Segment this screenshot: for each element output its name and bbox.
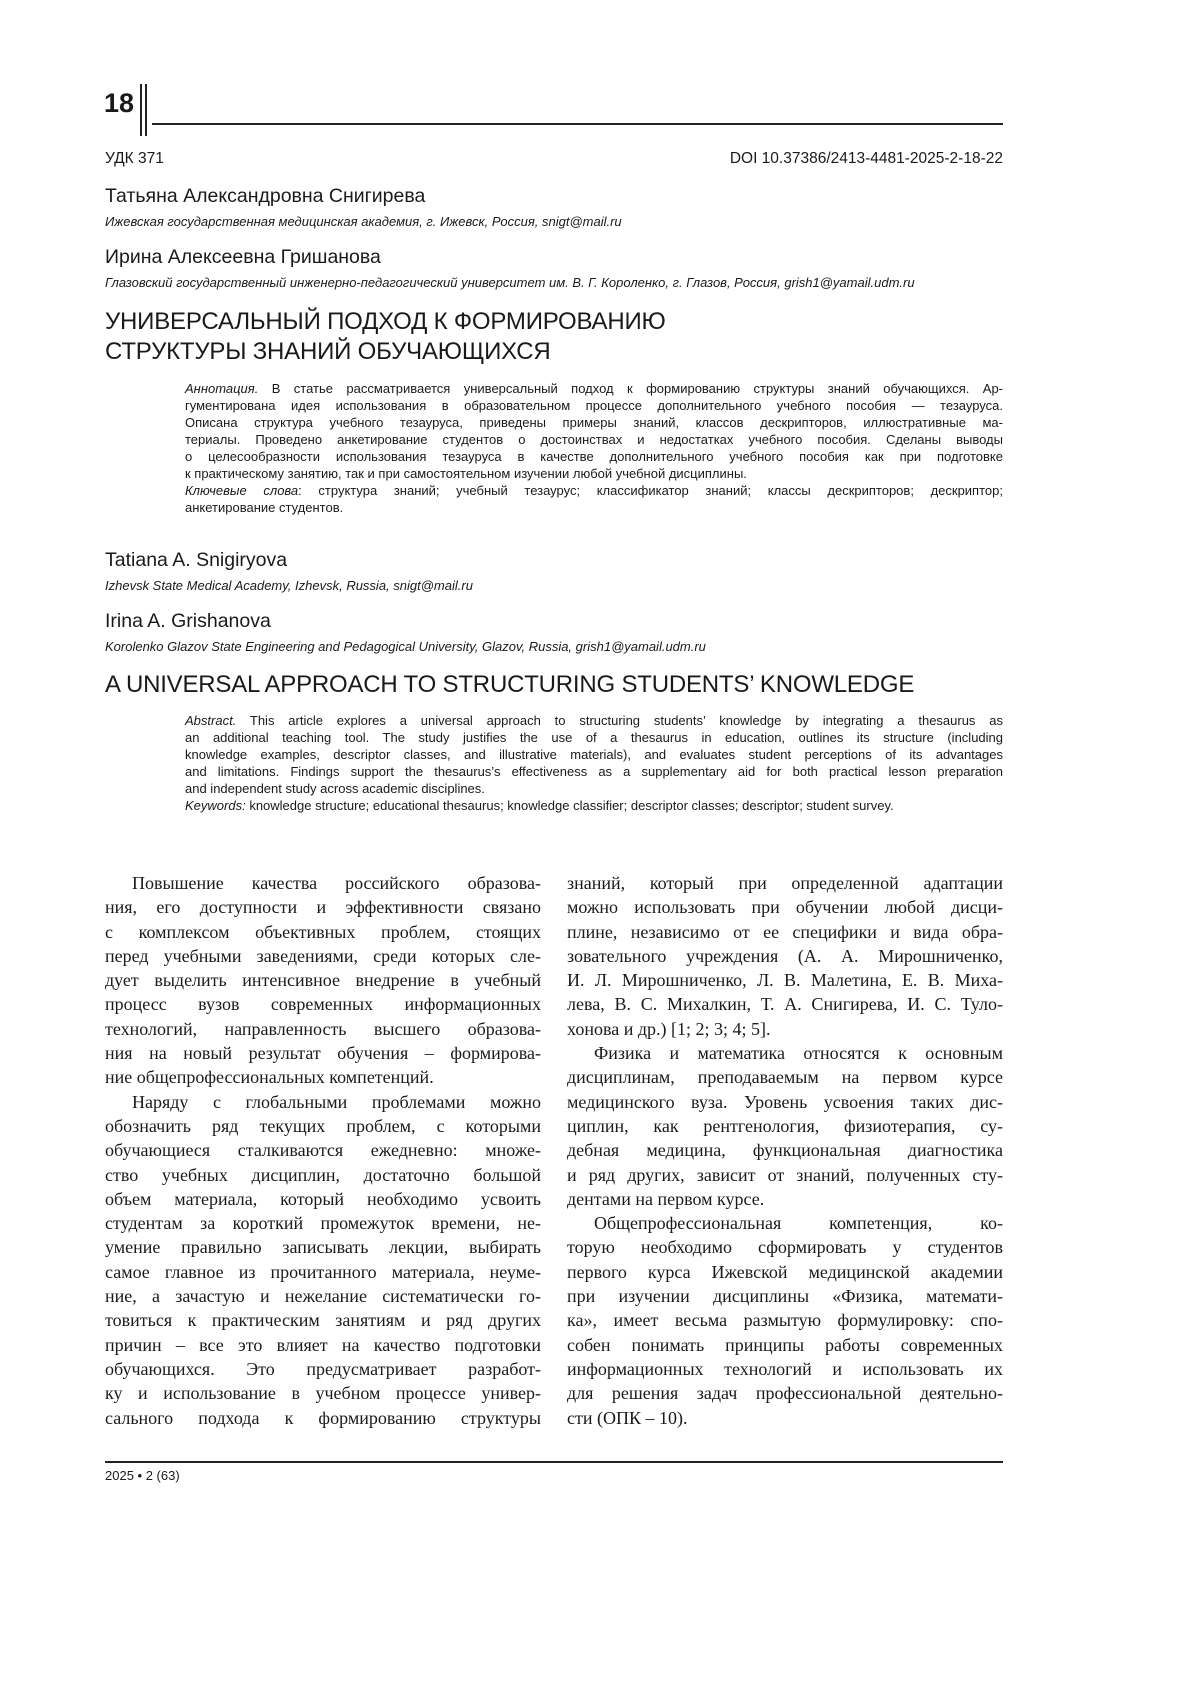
paragraph-line: плине, независимо от ее специфики и вида обра- (567, 921, 1003, 942)
keywords-label: Ключевые слова (185, 483, 299, 498)
paragraph-line: собен понимать принципы работы современных (567, 1334, 1003, 1355)
abstract-line (185, 763, 1003, 780)
paragraph-line: ния, его доступности и эффективности связано (105, 897, 541, 918)
abstract-line (185, 712, 1003, 729)
abstract-text: териалы. Проведено анкетирование студентов о достоинствах и недостатках учебного пособия. Сделаны выводы (185, 432, 1003, 447)
paragraph-line: ние, а зачастую и нежелание систематически го- (105, 1286, 541, 1307)
abstract-line (185, 414, 1003, 431)
abstract-text: knowledge examples, descriptor classes, and illustrative materials), and evaluates student perceptions of its advantages (185, 747, 1003, 762)
abstract-line (185, 780, 1003, 797)
paragraph-line: хонова и др.) [1; 2; 3; 4; 5]. (567, 1018, 771, 1039)
paragraph (567, 871, 1003, 1041)
keywords-line (185, 482, 1003, 499)
header-divider (140, 84, 142, 136)
article-title-ru: УНИВЕРСАЛЬНЫЙ ПОДХОД К ФОРМИРОВАНИЮ (105, 308, 666, 335)
body-column-left (105, 871, 541, 1430)
keywords-text: : структура знаний; учебный тезаурус; классификатор знаний; классы дескрипторов; дескриптор; (298, 483, 1003, 498)
paragraph-line: Повышение качества российского образова- (132, 873, 541, 893)
keywords-label: Keywords: (185, 798, 246, 813)
author-name: Irina A. Grishanova (105, 610, 271, 632)
paragraph-line: и ряд других, зависит от знаний, полученных сту- (567, 1164, 1003, 1185)
paragraph-line: знаний, который при определенной адаптации (567, 873, 1003, 893)
abstract-en (185, 712, 1003, 814)
paragraph-line: дует выделить интенсивное внедрение в учебный (105, 970, 541, 991)
paragraph-line: Физика и математика относятся к основным (594, 1043, 1003, 1064)
paragraph-line: лева, В. С. Михалкин, Т. А. Снигирева, И. С. Туло- (567, 994, 1003, 1015)
paragraph-line: И. Л. Мирошниченко, Л. В. Малетина, Е. В. Миха- (567, 970, 1003, 991)
paragraph-line: процесс вузов современных информационных (105, 994, 541, 1015)
author-name: Ирина Алексеевна Гришанова (105, 246, 381, 268)
abstract-text: гументирована идея использования в образовательном процессе дополнительного учебного пособия — тезауруса. (185, 398, 1003, 413)
paragraph-line: медицинского вуза. Уровень усвоения таких дис- (567, 1091, 1003, 1112)
issue-number: 2025 • 2 (63) (105, 1468, 180, 1483)
author-affiliation: Izhevsk State Medical Academy, Izhevsk, Russia, snigt@mail.ru (105, 578, 473, 593)
paragraph-line: Наряду с глобальными проблемами можно (132, 1091, 541, 1112)
paragraph-line: сального подхода к формированию структуры (105, 1407, 541, 1428)
body-column-right (567, 871, 1003, 1430)
paragraph-line: ние общепрофессиональных компетенций. (105, 1067, 434, 1088)
paragraph-line: самое главное из прочитанного материала, неуме- (105, 1261, 541, 1282)
paragraph (567, 1041, 1003, 1211)
udk-code: УДК 371 (105, 150, 164, 167)
paragraph-line: Общепрофессиональная компетенция, ко- (594, 1213, 1003, 1234)
page-number: 18 (104, 88, 135, 118)
paragraph-line: торую необходимо сформировать у студентов (567, 1237, 1003, 1258)
paragraph-line: технологий, направленность высшего образова- (105, 1018, 541, 1039)
abstract-label: Abstract. (185, 713, 237, 728)
abstract-line (185, 397, 1003, 414)
abstract-text: Описана структура учебного тезауруса, приведены примеры знаний, классов дескрипторов, иллюстративные ма- (185, 415, 1003, 430)
keywords-text: анкетирование студентов. (185, 500, 344, 515)
doi: DOI 10.37386/2413-4481-2025-2-18-22 (729, 150, 1003, 167)
paragraph-line: зовательного учреждения (А. А. Мирошниченко, (567, 945, 1003, 966)
author-name: Tatiana A. Snigiryova (105, 549, 288, 571)
paragraph-line: обозначить ряд текущих проблем, с которыми (105, 1115, 541, 1136)
abstract-text: and limitations. Findings support the thesaurus’s effectiveness as a supplementary aid for both practical lesson preparation (185, 764, 1003, 779)
header-rule (152, 123, 1003, 125)
paragraph-line: для решения задач профессиональной деятельно- (567, 1383, 1003, 1404)
paragraph-line: ния на новый результат обучения – формирова- (105, 1043, 541, 1064)
paragraph-line: обучающиеся сталкиваются ежедневно: множе- (105, 1140, 541, 1161)
keywords-text: knowledge structure; educational thesaurus; knowledge classifier; descriptor classes; descriptor; student survey. (245, 798, 894, 813)
author-affiliation: Глазовский государственный инженерно-педагогический университет им. В. Г. Короленко, г. Глазов, Россия, grish1@yamail.udm.ru (105, 275, 915, 290)
paragraph-line: можно использовать при обучении любой дисци- (567, 897, 1003, 918)
paragraph-line: циплин, как рентгенология, физиотерапия, су- (567, 1115, 1003, 1136)
paragraph-line: ство учебных дисциплин, достаточно большой (105, 1164, 541, 1185)
paragraph (105, 1090, 541, 1430)
paragraph-line: товиться к практическим занятиям и ряд других (105, 1310, 541, 1331)
abstract-text: к практическому занятию, так и при самостоятельном изучении любой учебной дисциплины. (185, 466, 747, 481)
paragraph-line: при изучении дисциплины «Физика, математи- (567, 1286, 1003, 1307)
abstract-ru (185, 380, 1003, 516)
abstract-line (185, 746, 1003, 763)
abstract-line (185, 465, 1003, 482)
paragraph-line: информационных технологий и использовать их (567, 1358, 1003, 1379)
paragraph-line: с комплексом объективных проблем, стоящих (105, 921, 541, 942)
paragraph-line: объем материала, который необходимо усвоить (105, 1188, 541, 1209)
abstract-line (185, 448, 1003, 465)
header-divider (145, 84, 147, 136)
paragraph-line: дисциплинам, преподаваемым на первом курсе (567, 1067, 1003, 1088)
author-affiliation: Korolenko Glazov State Engineering and Pedagogical University, Glazov, Russia, grish1@yamail.udm.ru (105, 639, 706, 654)
author-name: Татьяна Александровна Снигирева (105, 185, 426, 207)
abstract-line (185, 380, 1003, 397)
article-title-en: A UNIVERSAL APPROACH TO STRUCTURING STUDENTS’ KNOWLEDGE (105, 671, 915, 698)
abstract-text: an additional teaching tool. The study justifies the use of a thesaurus in education, outlines its structure (including (185, 730, 1003, 745)
author-affiliation: Ижевская государственная медицинская академия, г. Ижевск, Россия, snigt@mail.ru (105, 214, 622, 229)
paragraph-line: ку и использование в учебном процессе универ- (105, 1383, 541, 1404)
abstract-text: and independent study across academic disciplines. (185, 781, 485, 796)
abstract-line (185, 729, 1003, 746)
paragraph (105, 871, 541, 1090)
paragraph-line: дентами на первом курсе. (567, 1188, 765, 1209)
paragraph-line: перед учебными заведениями, среди которых сле- (105, 945, 541, 966)
paragraph-line: дебная медицина, функциональная диагностика (567, 1140, 1003, 1161)
paragraph-line: ка», имеет весьма размытую формулировку: спо- (567, 1310, 1003, 1331)
keywords-line (185, 499, 1003, 516)
footer-rule (105, 1461, 1003, 1463)
paragraph (567, 1211, 1003, 1430)
abstract-text: о целесообразности использования тезауруса в качестве дополнительного учебного пособия как при подготовке (185, 449, 1003, 464)
paragraph-line: студентам за короткий промежуток времени, не- (105, 1213, 541, 1234)
abstract-label: Аннотация. (185, 381, 259, 396)
abstract-text: This article explores a universal approach to structuring students’ knowledge by integrating a thesaurus as (236, 713, 1003, 728)
article-title-ru: СТРУКТУРЫ ЗНАНИЙ ОБУЧАЮЩИХСЯ (105, 338, 551, 365)
abstract-line (185, 431, 1003, 448)
paragraph-line: первого курса Ижевской медицинской академии (567, 1261, 1003, 1282)
paragraph-line: причин – все это влияет на качество подготовки (105, 1334, 541, 1355)
paragraph-line: обучающихся. Это предусматривает разработ- (105, 1358, 541, 1379)
paragraph-line: умение правильно записывать лекции, выбирать (105, 1237, 541, 1258)
keywords-line (185, 797, 1003, 814)
paragraph-line: сти (ОПК – 10). (567, 1407, 688, 1428)
abstract-text: В статье рассматривается универсальный подход к формированию структуры знаний обучающихся. Ар- (258, 381, 1003, 396)
